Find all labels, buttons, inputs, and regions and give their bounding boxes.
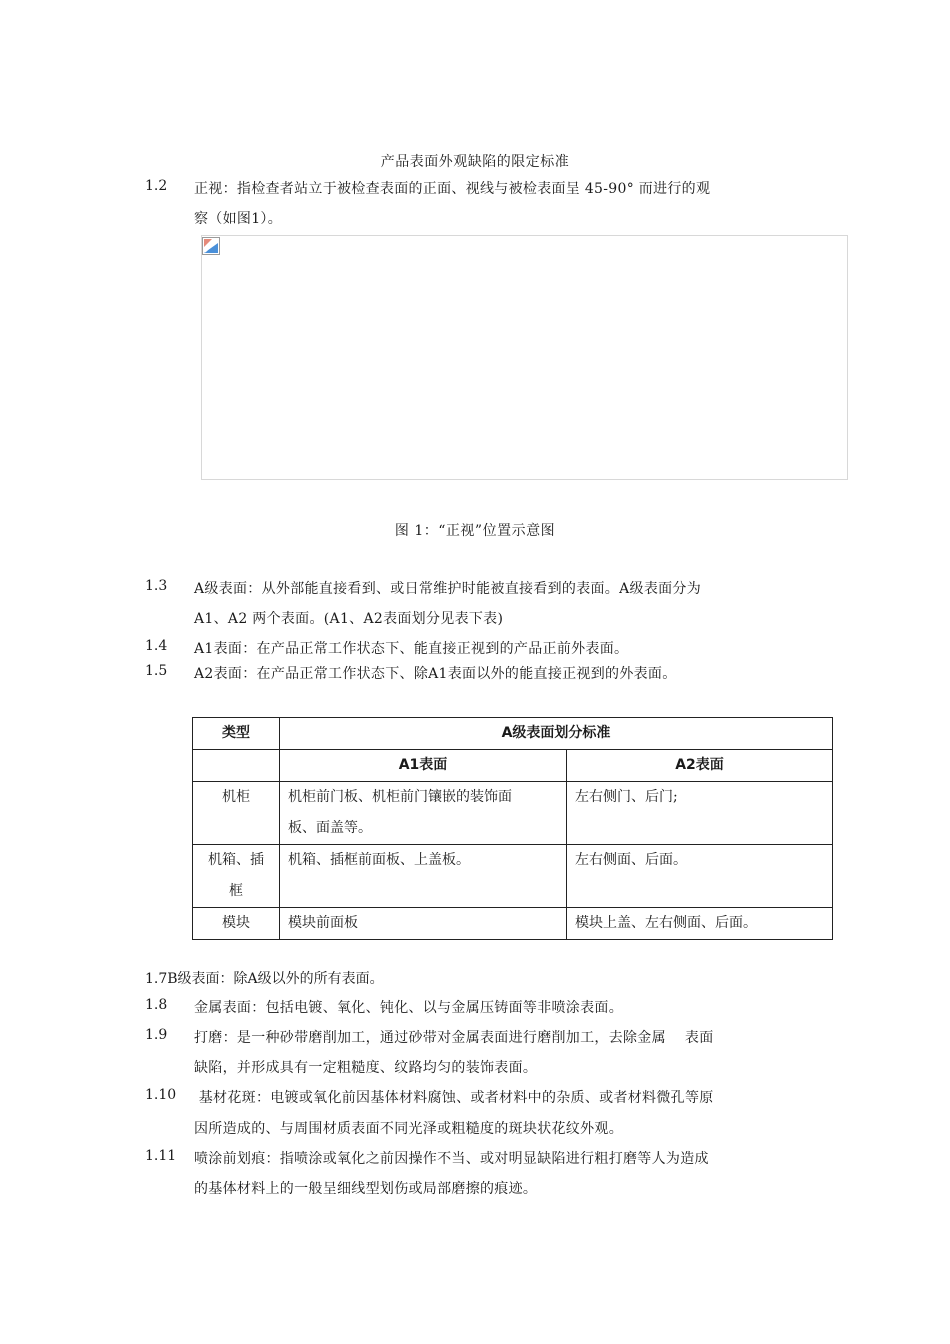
- surface-standard-table: [192, 717, 833, 940]
- page-title: 产品表面外观缺陷的限定标准: [380, 154, 570, 170]
- figure-placeholder: [201, 235, 848, 480]
- item-number: 1.11: [145, 1148, 177, 1164]
- row-a1-line: 机柜前门板、机柜前门镶嵌的装饰面: [288, 789, 512, 805]
- row-type: 机柜: [193, 782, 280, 845]
- table-row: [193, 908, 833, 940]
- item-text-line: 因所造成的、与周围材质表面不同光泽或粗糙度的斑块状花纹外观。: [194, 1121, 623, 1137]
- item-text-line: 金属表面：包括电镀、氧化、钝化、以与金属压铸面等非喷涂表面。: [194, 1000, 623, 1016]
- item-text-line: 的基体材料上的一般呈细线型划伤或局部磨擦的痕迹。: [194, 1181, 538, 1197]
- item-number: 1.2: [145, 178, 168, 194]
- table-row: [193, 845, 833, 908]
- table-cell-empty: [193, 750, 280, 782]
- table-header-row: [193, 718, 833, 750]
- row-a1-line: 板、面盖等。: [288, 820, 372, 836]
- item-text-line: 察（如图1）。: [194, 211, 283, 227]
- item-number: 1.3: [145, 578, 168, 594]
- row-type-line: 框: [229, 883, 243, 899]
- row-type: 模块: [193, 908, 280, 940]
- item-text-line: A1表面：在产品正常工作状态下、能直接正视到的产品正前外表面。: [194, 641, 629, 657]
- item-text-line: A2表面：在产品正常工作状态下、除A1表面以外的能直接正视到的外表面。: [194, 666, 677, 682]
- item-text-line: 缺陷，并形成具有一定粗糙度、纹路均匀的装饰表面。: [194, 1060, 538, 1076]
- item-text-line: 正视：指检查者站立于被检查表面的正面、视线与被检表面呈 45-90° 而进行的观: [194, 181, 711, 197]
- item-number: 1.8: [145, 997, 168, 1013]
- row-a2: 左右侧门、后门;: [567, 782, 833, 845]
- table-subheader-row: [193, 750, 833, 782]
- figure-caption: 图 1：“正视”位置示意图: [394, 523, 556, 539]
- row-a2: 模块上盖、左右侧面、后面。: [567, 908, 833, 940]
- item-text-line: A1、A2 两个表面。(A1、A2表面划分见表下表): [194, 611, 504, 627]
- row-a2: 左右侧面、后面。: [567, 845, 833, 908]
- table-row: [193, 782, 833, 845]
- row-a1: [280, 782, 567, 845]
- item-number: 1.5: [145, 663, 168, 679]
- item-text-line: 1.7B级表面：除A级以外的所有表面。: [145, 971, 384, 987]
- item-text-line: 基材花斑：电镀或氧化前因基体材料腐蚀、或者材料中的杂质、或者材料微孔等原: [194, 1090, 714, 1106]
- header-a1: A1表面: [280, 750, 567, 782]
- item-number: 1.4: [145, 638, 168, 654]
- item-number: 1.10: [145, 1087, 177, 1103]
- item-number: 1.9: [145, 1027, 168, 1043]
- header-type: 类型: [193, 718, 280, 750]
- row-type-line: 机箱、插: [208, 852, 264, 868]
- item-text-line: 打磨：是一种砂带磨削加工，通过砂带对金属表面进行磨削加工，去除金属 表面: [194, 1030, 714, 1046]
- broken-image-icon: [202, 237, 220, 255]
- header-main: A级表面划分标准: [280, 718, 833, 750]
- item-text-line: 喷涂前划痕：指喷涂或氧化之前因操作不当、或对明显缺陷进行粗打磨等人为造成: [194, 1151, 709, 1167]
- item-text-line: A级表面：从外部能直接看到、或日常维护时能被直接看到的表面。A级表面分为: [194, 581, 702, 597]
- row-type: [193, 845, 280, 908]
- header-a2: A2表面: [567, 750, 833, 782]
- row-a1: 模块前面板: [280, 908, 567, 940]
- row-a1: 机箱、插框前面板、上盖板。: [280, 845, 567, 908]
